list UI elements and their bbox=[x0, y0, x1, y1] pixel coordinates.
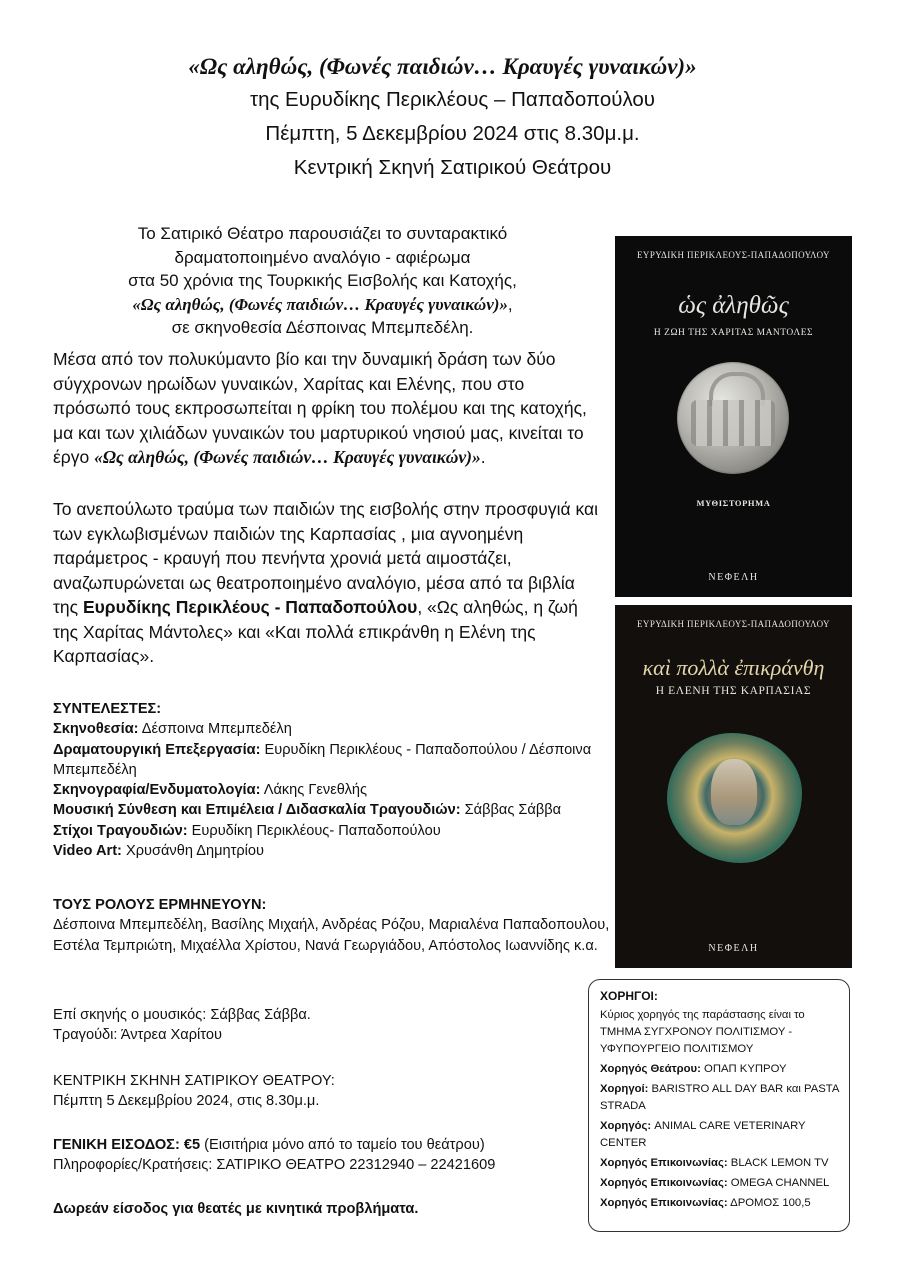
musician-label: Επί σκηνής ο μουσικός: bbox=[53, 1007, 207, 1023]
crew-item bbox=[53, 780, 613, 800]
sponsors-box bbox=[588, 979, 850, 1232]
ticket-note: (Εισιτήρια μόνο από το ταμείο του θεάτρου) bbox=[200, 1137, 485, 1153]
cast-names: Δέσποινα Μπεμπεδέλη, Βασίλης Μιχαήλ, Ανδρέας Ρόζου, Μαριαλένα Παπαδοπουλου, Εστέλα Τεμπριώτη, Μιχαέλλα Χρίστου, Νανά Γεωργιάδου, Απόστολος Ιωαννίδης κ.α. bbox=[53, 917, 610, 954]
song-label: Τραγούδι: bbox=[53, 1027, 118, 1044]
punctuation: . bbox=[480, 447, 486, 467]
song-line bbox=[53, 1025, 613, 1045]
director-name: Δέσποινας Μπεμπεδέλη bbox=[285, 318, 469, 337]
paragraph-text: Μέσα από τον πολυκύμαντο βίο και την δυναμική δράση των δύο σύγχρονων ηρωίδων γυναικών, Χαρίτας και Ελένης, που στο πρόσωπό τους εκπροσωπείται η φρίκη του πολέμου και της κατοχής, μα και των χιλιάδων γυναικών του μαρτυρικού νησιού μας, κινείται το έργο bbox=[53, 349, 587, 467]
crew-name: Χρυσάνθη Δημητρίου bbox=[121, 843, 265, 860]
paragraph-heroines bbox=[53, 347, 598, 470]
sponsors-heading: ΧΟΡΗΓΟΙ: bbox=[600, 989, 658, 1003]
crew-heading: ΣΥΝΤΕΛΕΣΤΕΣ: bbox=[53, 701, 162, 717]
book-title: ὡς ἀληθῶς bbox=[678, 292, 789, 319]
sponsor-item bbox=[600, 1061, 839, 1078]
singer-name: Άντρεα Χαρίτου bbox=[117, 1027, 222, 1044]
mosaic-face bbox=[711, 759, 757, 825]
sponsor-name: OMEGA CHANNEL bbox=[727, 1177, 830, 1189]
venue-line: Κεντρική Σκηνή Σατιρικού Θεάτρου bbox=[293, 156, 612, 179]
ticket-price: €5 bbox=[179, 1137, 201, 1153]
book-cover-os-alithos bbox=[615, 236, 852, 597]
book-cover-kai-polla-epikranthi bbox=[615, 605, 852, 968]
crew-name: Σάββας Σάββα bbox=[460, 802, 562, 819]
crew-item bbox=[53, 821, 613, 841]
play-title: «Ως αληθώς, (Φωνές παιδιών… Κραυγές γυναικών)» bbox=[188, 54, 697, 79]
paragraph-text: , «Ως αληθώς, η ζωή της Χαρίτας Μάντολες» και «Και πολλά επικράνθη η Ελένη της Καρπασίας». bbox=[53, 597, 578, 666]
book-author: ΕΥΡΥΔΙΚΗ ΠΕΡΙΚΛΕΟΥΣ-ΠΑΠΑΔΟΠΟΥΛΟΥ bbox=[637, 250, 830, 260]
accessibility-text: Δωρεάν είσοδος για θεατές με κινητικά προβλήματα. bbox=[53, 1201, 419, 1217]
intro-line bbox=[55, 293, 590, 317]
sponsor-name: ANIMAL CARE VETERINARY CENTER bbox=[600, 1120, 806, 1149]
crew-item bbox=[53, 841, 613, 861]
tickets-section bbox=[53, 1135, 613, 1176]
cast-section bbox=[53, 895, 613, 956]
mosaic-saint-image bbox=[667, 733, 802, 863]
crew-role: Σκηνογραφία/Ενδυματολογία: bbox=[53, 782, 261, 799]
ticket-label: ΓΕΝΙΚΗ ΕΙΣΟΔΟΣ: bbox=[53, 1137, 180, 1153]
author-name: Ευρυδίκης Περικλέους - Παπαδοπούλου bbox=[82, 597, 418, 617]
date-line: Πέμπτη, 5 Δεκεμβρίου 2024 στις 8.30μ.μ. bbox=[265, 122, 640, 145]
sponsor-label: Χορηγός Επικοινωνίας: bbox=[600, 1157, 728, 1169]
book-publisher: ΝΕΦΕΛΗ bbox=[708, 943, 759, 954]
paragraph-text: Το ανεπούλωτο τραύμα των παιδιών της εισβολής στην προσφυγιά και των εγκλωβισμένων παιδιών της Καρπασίας , μια αγνοημένη παράμετρος - κραυγή που πενήντα χρονιά μετά αιμοστάζει, αναζωπυρώνεται ως θεατροποιημένο αναλόγιο, μέσα από τα βιβλία της bbox=[53, 499, 598, 617]
sponsor-item bbox=[600, 1081, 839, 1115]
musician-line bbox=[53, 1005, 613, 1025]
sponsor-name: BARISTRO ALL DAY BAR και PASTA STRADA bbox=[600, 1083, 839, 1112]
crew-name: Ευρυδίκη Περικλέους- Παπαδοπούλου bbox=[187, 822, 441, 839]
book-genre: ΜΥΘΙΣΤΟΡΗΜΑ bbox=[696, 498, 771, 508]
sponsor-item bbox=[600, 1195, 839, 1212]
crew-name: Δέσποινα Μπεμπεδέλη bbox=[138, 721, 292, 738]
accessibility-note bbox=[53, 1199, 613, 1219]
crew-item bbox=[53, 719, 613, 739]
book-author: ΕΥΡΥΔΙΚΗ ΠΕΡΙΚΛΕΟΥΣ-ΠΑΠΑΔΟΠΟΥΛΟΥ bbox=[637, 619, 830, 629]
intro-line bbox=[55, 316, 590, 340]
intro-line: στα 50 χρόνια της Τουρκικής Εισβολής και Κατοχής, bbox=[128, 271, 517, 290]
sponsor-name: ΔΡΟΜΟΣ 100,5 bbox=[727, 1197, 811, 1209]
crew-role: Σκηνοθεσία: bbox=[53, 721, 139, 738]
cast-heading: ΤΟΥΣ ΡΟΛΟΥΣ ΕΡΜΗΝΕΥΟΥΝ: bbox=[53, 897, 267, 913]
intro-play-title: «Ως αληθώς, (Φωνές παιδιών… Κραυγές γυναικών)» bbox=[132, 294, 508, 314]
intro-text: σε σκηνοθεσία bbox=[171, 318, 286, 337]
paragraph-trauma bbox=[53, 497, 598, 669]
music-section bbox=[53, 1005, 613, 1046]
booking-info: Πληροφορίες/Κρατήσεις: ΣΑΤΙΡΙΚΟ ΘΕΑΤΡΟ 22312940 – 22421609 bbox=[53, 1157, 496, 1174]
sponsor-label: Χορηγός: bbox=[600, 1120, 652, 1132]
crew-name: Ευρυδίκη Περικλέους - Παπαδοπούλου / Δέσποινα Μπεμπεδέλη bbox=[53, 741, 592, 778]
venue-datetime: Πέμπτη 5 Δεκεμβρίου 2024, στις 8.30μ.μ. bbox=[53, 1093, 320, 1110]
venue-name: ΚΕΝΤΡΙΚΗ ΣΚΗΝΗ ΣΑΤΙΡΙΚΟΥ ΘΕΑΤΡΟΥ: bbox=[53, 1073, 335, 1089]
sponsor-label: Χορηγοί: bbox=[600, 1083, 649, 1095]
sponsor-name: ΟΠΑΠ ΚΥΠΡΟΥ bbox=[700, 1063, 787, 1075]
book-subtitle: Η ΕΛΕΝΗ ΤΗΣ ΚΑΡΠΑΣΙΑΣ bbox=[655, 685, 812, 697]
poster-header bbox=[0, 50, 905, 185]
sponsor-item bbox=[600, 1118, 839, 1152]
silver-medallion-image bbox=[677, 362, 789, 474]
intro-line: Το Σατιρικό Θέατρο παρουσιάζει το συνταρακτικό bbox=[137, 224, 508, 243]
sponsor-item bbox=[600, 1175, 839, 1192]
book-subtitle: Η ΖΩΗ ΤΗΣ ΧΑΡΙΤΑΣ ΜΑΝΤΟΛΕΣ bbox=[653, 328, 814, 338]
venue-section bbox=[53, 1071, 613, 1112]
crew-name: Λάκης Γενεθλής bbox=[260, 782, 368, 799]
sponsor-label: Χορηγός Επικοινωνίας: bbox=[600, 1177, 728, 1189]
crew-section bbox=[53, 699, 613, 861]
musician-name: Σάββας Σάββα. bbox=[206, 1007, 311, 1023]
punctuation: . bbox=[468, 318, 474, 337]
crew-role: Στίχοι Τραγουδιών: bbox=[53, 822, 188, 839]
punctuation: , bbox=[507, 294, 513, 314]
intro-block bbox=[55, 222, 590, 340]
book-title: καὶ πολλὰ ἐπικράνθη bbox=[642, 655, 825, 680]
crew-role: Δραματουργική Επεξεργασία: bbox=[53, 741, 261, 758]
crew-role: Video Art: bbox=[53, 843, 122, 860]
sponsor-label: Χορηγός Θεάτρου: bbox=[600, 1063, 701, 1075]
crew-item bbox=[53, 740, 613, 781]
author-line: της Ευρυδίκης Περικλέους – Παπαδοπούλου bbox=[249, 88, 655, 111]
intro-line: δραματοποιημένο αναλόγιο - αφιέρωμα bbox=[174, 247, 471, 267]
sponsor-name: BLACK LEMON TV bbox=[727, 1157, 829, 1169]
medallion-figures bbox=[691, 400, 775, 446]
sponsor-label: Χορηγός Επικοινωνίας: bbox=[600, 1197, 728, 1209]
sponsor-item bbox=[600, 1155, 839, 1172]
crew-item bbox=[53, 800, 613, 820]
main-sponsor: Κύριος χορηγός της παράστασης είναι το ΤΜΗΜΑ ΣΥΓΧΡΟΝΟΥ ΠΟΛΙΤΙΣΜΟΥ - ΥΦΥΠΟΥΡΓΕΙΟ ΠΟΛΙΤΙΣΜΟΥ bbox=[600, 1009, 805, 1055]
ticket-line bbox=[53, 1135, 613, 1155]
paragraph-play-title: «Ως αληθώς, (Φωνές παιδιών… Κραυγές γυναικών)» bbox=[94, 447, 481, 467]
crew-role: Μουσική Σύνθεση και Επιμέλεια / Διδασκαλία Τραγουδιών: bbox=[53, 802, 461, 819]
book-publisher: ΝΕΦΕΛΗ bbox=[708, 572, 759, 583]
